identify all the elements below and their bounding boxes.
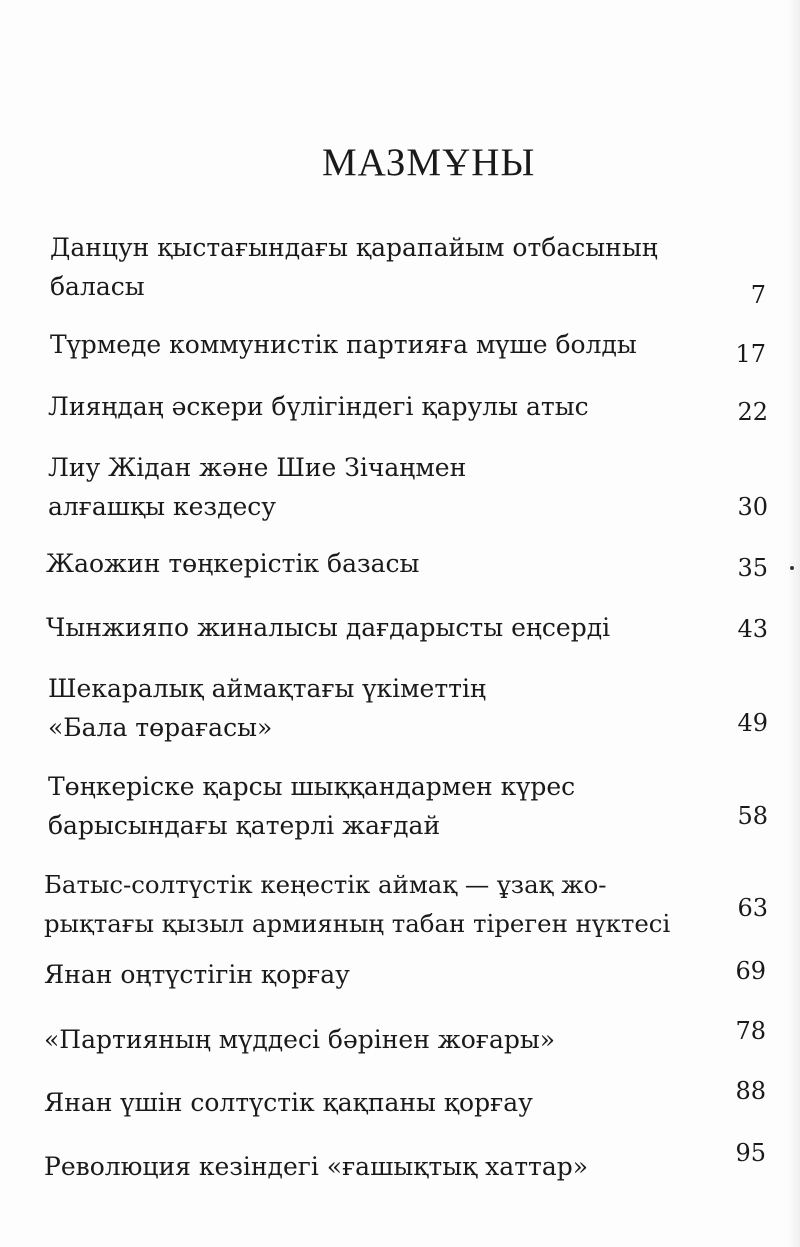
toc-entry-title [46, 608, 610, 647]
toc-entry-line: алғашқы кездесу [48, 492, 276, 521]
toc-page-number: 88 [735, 1077, 766, 1105]
page-edge-shadow [788, 0, 800, 1247]
toc-entry-title [48, 448, 466, 526]
toc-entry-title [48, 767, 575, 845]
toc-entry-line: барысындағы қатерлі жағдай [48, 811, 441, 840]
toc-entry-title [44, 1147, 588, 1186]
toc-page-number: 43 [737, 615, 768, 643]
toc-page-number: 30 [737, 493, 768, 521]
toc-entry-line: Чынжияпо жиналысы дағдарысты еңсерді [46, 613, 611, 642]
toc-entry-title [44, 865, 670, 943]
toc-entry-line: Түрмеде коммунистік партияға мүше болды [50, 330, 637, 359]
toc-page-number: 69 [735, 957, 766, 985]
toc-entry-line: Жаожин төңкерістік базасы [46, 549, 420, 578]
toc-entry-title [46, 544, 419, 583]
toc-page-number: 17 [735, 340, 766, 368]
toc-page-number: 49 [737, 709, 768, 737]
toc-entry-line: Шекаралық аймақтағы үкіметтің [48, 674, 487, 703]
toc-entry-line: Лияңдаң әскери бүлігіндегі қарулы атыс [48, 392, 589, 421]
toc-entry-line: Революция кезіндегі «ғашықтық хаттар» [44, 1152, 589, 1181]
toc-entry-line: Янан оңтүстігін қорғау [44, 960, 350, 989]
toc-entry-line: «Партияның мүддесі бәрінен жоғары» [44, 1025, 556, 1054]
toc-entry-line: баласы [50, 272, 145, 301]
toc-entry-line: Янан үшін солтүстік қақпаны қорғау [44, 1088, 533, 1117]
toc-entry-line: Төңкеріске қарсы шыққандармен күрес [48, 772, 576, 801]
toc-entry-title [44, 1083, 533, 1122]
toc-page-number: 95 [735, 1139, 766, 1167]
toc-entry-title [44, 955, 350, 994]
toc-page-number: 78 [735, 1017, 766, 1045]
toc-entry-line: «Бала төрағасы» [48, 713, 273, 742]
toc-entry-title [50, 228, 658, 306]
toc-entry-title [48, 669, 486, 747]
toc-entry-title [48, 387, 589, 426]
toc-entry-line: Батыс-солтүстік кеңестік аймақ — ұзақ жо- [44, 870, 607, 899]
toc-entry-title [50, 325, 637, 364]
toc-page-number: 7 [750, 281, 766, 309]
toc-entry-line: Лиу Жідан және Шие Зічаңмен [48, 453, 467, 482]
toc-entry-title [44, 1020, 555, 1059]
page-speck [790, 566, 794, 570]
toc-page-number: 58 [737, 802, 768, 830]
toc-entry-line: рықтағы қызыл армияның табан тіреген нүктесі [44, 909, 671, 938]
toc-page-number: 22 [737, 398, 768, 426]
toc-page-number: 63 [737, 894, 768, 922]
toc-page-number: 35 [737, 554, 768, 582]
page-title: МАЗМҰНЫ [322, 141, 536, 184]
toc-entry-line: Данцун қыстағындағы қарапайым отбасының [50, 233, 658, 262]
